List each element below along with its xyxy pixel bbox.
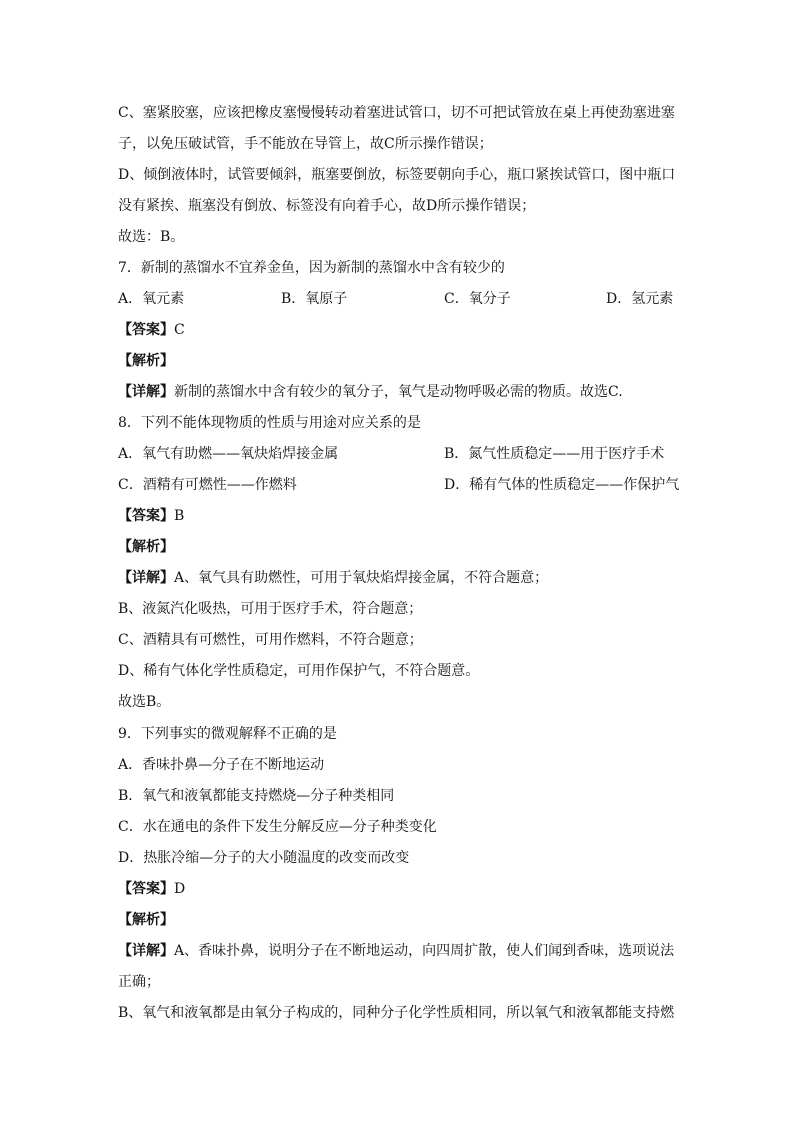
q9-option-d: D．热胀冷缩—分子的大小随温度的改变而改变	[118, 850, 410, 866]
detail-text: A、香味扑鼻，说明分子在不断地运动，向四周扩散，使人们闻到香味，选项说法	[174, 943, 675, 959]
q9-detail-line2: 正确；	[118, 974, 160, 990]
q6-option-d-explanation-line2: 没有紧挨、瓶塞没有倒放、标签没有向着手心，故D所示操作错误；	[118, 198, 536, 214]
q6-option-c-explanation-line2: 子，以免压破试管，手不能放在导管上，故C所示操作错误；	[118, 136, 493, 152]
q6-conclusion: 故选：B。	[118, 229, 185, 245]
q8-option-b: B．氮气性质稳定——用于医疗手术	[444, 446, 665, 462]
q9-stem: 9．下列事实的微观解释不正确的是	[118, 726, 337, 742]
q9-detail-line3: B、氧气和液氧都是由氧分子构成的，同种分子化学性质相同，所以氧气和液氧都能支持燃	[118, 1005, 675, 1021]
q8-detail-line3: C、酒精具有可燃性，可用作燃料，不符合题意；	[118, 632, 423, 648]
q8-stem: 8．下列不能体现物质的性质与用途对应关系的是	[118, 415, 421, 431]
q9-detail-line1	[118, 941, 678, 961]
detail-label: 【详解】	[118, 384, 174, 400]
q8-option-c: C．酒精有可燃性——作燃料	[118, 477, 297, 493]
q7-option-b: B．氧原子	[281, 291, 348, 307]
detail-label: 【详解】	[118, 570, 174, 586]
q8-analysis-label: 【解析】	[118, 539, 174, 555]
q7-option-d: D．氢元素	[606, 291, 674, 307]
q9-answer	[118, 879, 678, 899]
q7-stem: 7．新制的蒸馏水不宜养金鱼，因为新制的蒸馏水中含有较少的	[118, 260, 505, 276]
answer-label: 【答案】	[118, 881, 174, 897]
answer-value: B	[174, 508, 185, 524]
q8-option-a: A．氧气有助燃——氧炔焰焊接金属	[118, 446, 339, 462]
answer-label: 【答案】	[118, 322, 174, 338]
q8-detail-line4: D、稀有气体化学性质稳定，可用作保护气，不符合题意。	[118, 663, 480, 679]
q8-detail-line2: B、液氮汽化吸热，可用于医疗手术，符合题意；	[118, 601, 423, 617]
q9-option-b: B．氧气和液氧都能支持燃烧—分子种类相同	[118, 788, 395, 804]
detail-text: 新制的蒸馏水中含有较少的氧分子，氧气是动物呼吸必需的物质。故选C.	[174, 384, 623, 400]
q9-option-a: A．香味扑鼻—分子在不断地运动	[118, 757, 325, 773]
q7-analysis-label: 【解析】	[118, 353, 174, 369]
q8-option-d: D．稀有气体的性质稳定——作保护气	[444, 477, 680, 493]
detail-label: 【详解】	[118, 943, 174, 959]
answer-value: D	[174, 881, 186, 897]
q8-answer	[118, 506, 678, 526]
q7-answer	[118, 320, 678, 340]
q7-detail	[118, 382, 678, 402]
detail-text: A、氧气具有助燃性，可用于氧炔焰焊接金属，不符合题意；	[174, 570, 549, 586]
q7-option-c: C．氧分子	[444, 291, 511, 307]
answer-label: 【答案】	[118, 508, 174, 524]
q6-option-d-explanation-line1: D、倾倒液体时，试管要倾斜，瓶塞要倒放，标签要朝向手心，瓶口紧挨试管口，图中瓶口	[118, 167, 676, 183]
q9-analysis-label: 【解析】	[118, 912, 174, 928]
q8-conclusion: 故选B。	[118, 694, 171, 710]
answer-value: C	[174, 322, 185, 338]
q7-option-a: A．氧元素	[118, 291, 185, 307]
q9-option-c: C．水在通电的条件下发生分解反应—分子种类变化	[118, 819, 437, 835]
q8-detail-line1	[118, 568, 678, 588]
q6-option-c-explanation-line1: C、塞紧胶塞，应该把橡皮塞慢慢转动着塞进试管口，切不可把试管放在桌上再使劲塞进塞	[118, 105, 675, 121]
